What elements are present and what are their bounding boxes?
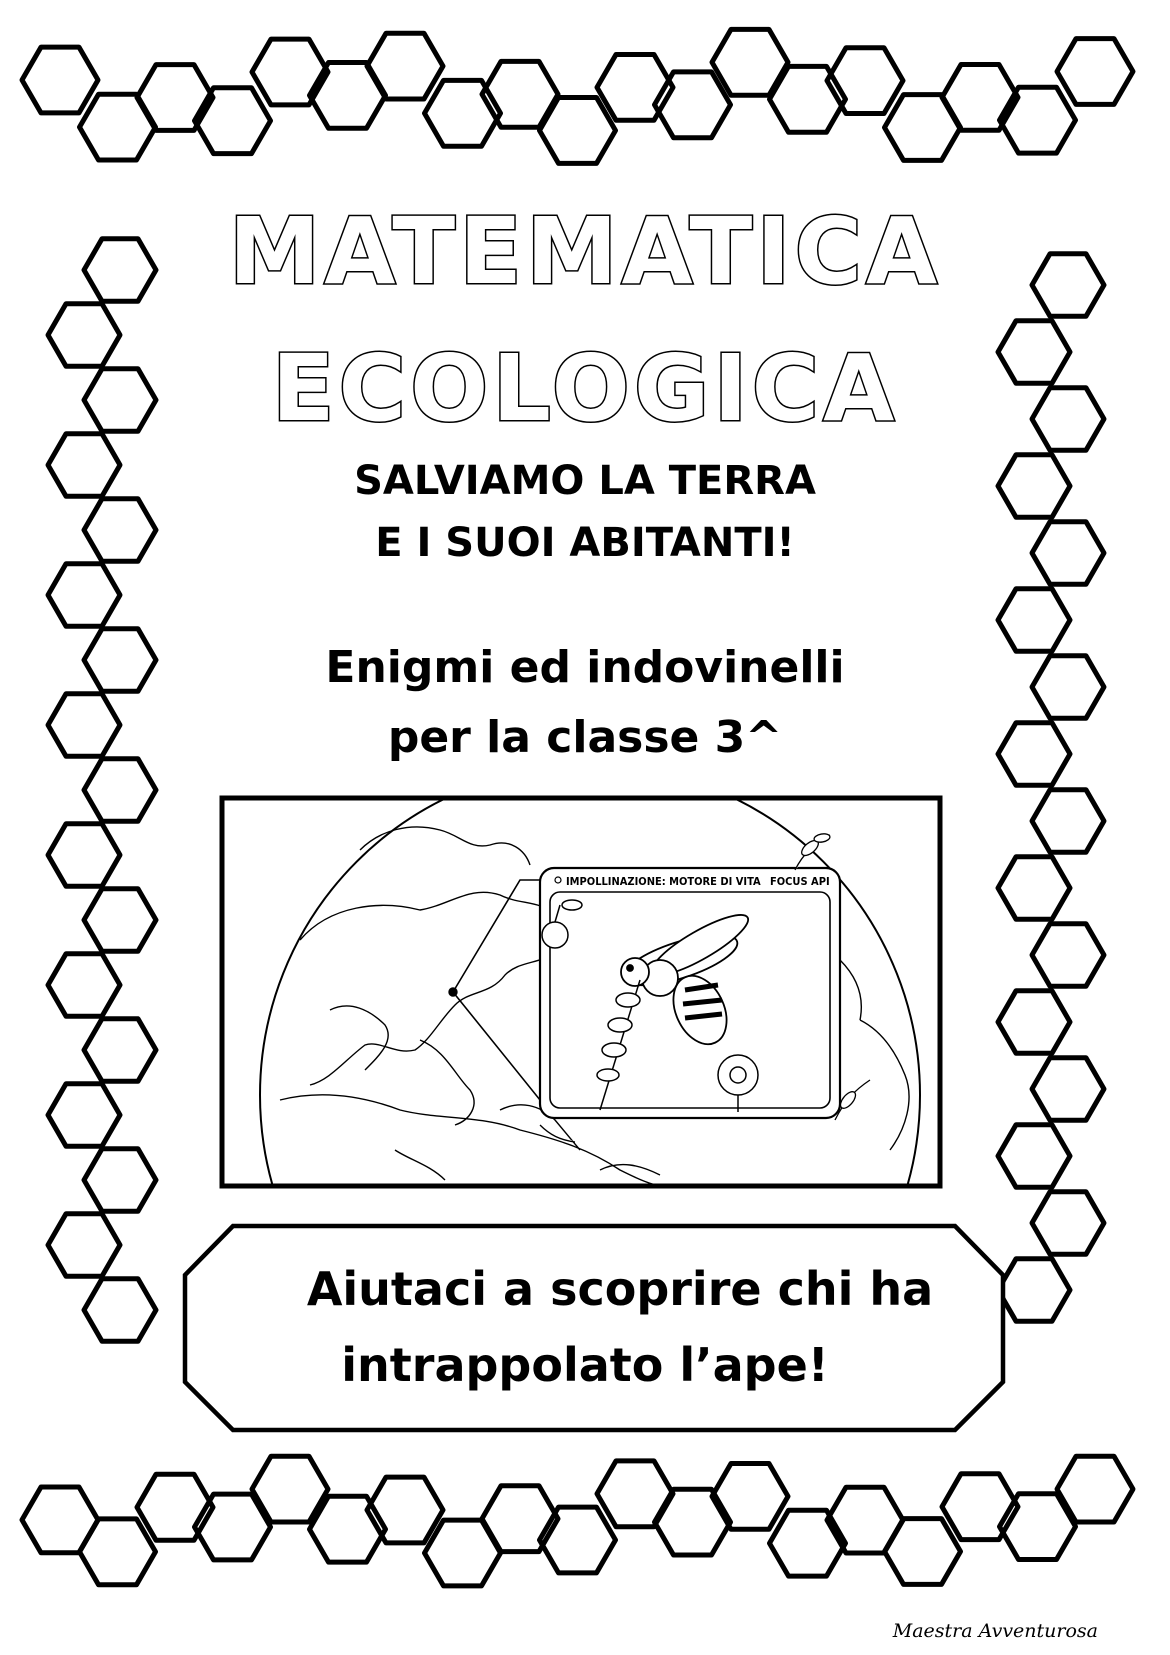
- callout-line-2: intrappolato l’ape!: [341, 1338, 829, 1392]
- signature: Maestra Avventurosa: [892, 1620, 1098, 1642]
- subtitle-line-1: SALVIAMO LA TERRA: [354, 458, 816, 504]
- callout-line-1: Aiutaci a scoprire chi ha: [306, 1262, 934, 1316]
- panel-tag: FOCUS API: [770, 875, 830, 888]
- page-title-line-1: MATEMATICA: [228, 198, 942, 305]
- description-line-2: per la classe 3^: [387, 712, 783, 763]
- page-title-line-2: ECOLOGICA: [271, 335, 899, 442]
- subtitle-line-2: E I SUOI ABITANTI!: [375, 520, 795, 566]
- panel-title: IMPOLLINAZIONE: MOTORE DI VITA: [566, 875, 761, 888]
- description-line-1: Enigmi ed indovinelli: [325, 642, 845, 693]
